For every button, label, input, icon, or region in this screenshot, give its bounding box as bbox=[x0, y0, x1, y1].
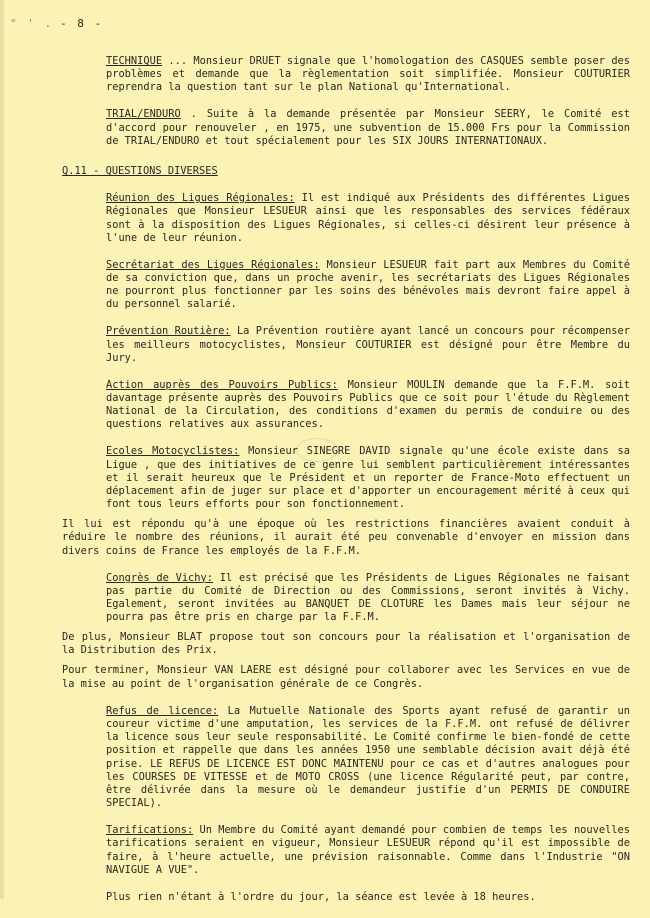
secretariat-title: Secrétariat des Ligues Régionales: bbox=[106, 258, 320, 271]
prevention-title: Prévention Routière: bbox=[106, 325, 231, 338]
tarifications-title: Tarifications: bbox=[106, 824, 194, 837]
paragraph-tarifications bbox=[62, 824, 630, 877]
reunion-title: Réunion des Ligues Régionales: bbox=[106, 192, 295, 205]
paragraph-refus bbox=[62, 705, 630, 811]
paragraph-vichy-vanlaere: Pour terminer, Monsieur VAN LAERE est désigné pour collaborer avec les Services en vue de la mise au point de l'organisation générale de ce Congrès. bbox=[62, 664, 630, 690]
prevention-text: La Prévention routière ayant lancé un concours pour récompenser les meilleurs motocyclistes, Monsieur COUTURIER est désigné pour être Membre du Jury. bbox=[106, 325, 630, 364]
margin-marks: ° ' . bbox=[10, 17, 54, 30]
vichy-title: Congrès de Vichy: bbox=[106, 571, 213, 584]
technique-text: ... Monsieur DRUET signale que l'homologation des CASQUES semble poser des problèmes et demande que la règlementation soit simplifiée. Monsieur COUTURIER reprendra la question tant sur le plan National qu'International. bbox=[106, 55, 630, 94]
ecoles-text: Monsieur SINEGRE DAVID signale qu'une école existe dans sa Ligue , que des initiatives de ce genre lui semblent particulièrement intéressantes et il serait heureux que le Président et un reporter de France-Moto effectuent un déplacement afin de juger sur place et d'apporter un encouragement mérité à ceux qui font tous leurs efforts pour son fonctionnement. bbox=[106, 445, 630, 511]
technique-title: TECHNIQUE bbox=[106, 55, 163, 67]
closing-line: Plus rien n'étant à l'ordre du jour, la séance est levée à 18 heures. bbox=[106, 890, 536, 903]
secretariat-text: Monsieur LESUEUR fait part aux Membres du Comité de sa conviction que, dans un proche avenir, les secrétariats des Ligues Régionales ne pourront plus fonctionner par les soins des bénévoles mais devront faire appel à du personnel salarié. bbox=[106, 258, 631, 311]
refus-text: La Mutuelle Nationale des Sports ayant refusé de garantir un coureur victime d'une amputation, les services de la F.F.M. ont refusé de délivrer la licence sous leur seule responsabilité. Le Comité confirme le bien-fondé de cette position et rappelle que dans les années 1950 une semblable décision avait déjà été prise. LE REFUS DE LICENCE EST DONC MAINTENU pour ce cas et d'autres analogues pour les COURSES DE VITESSE et de MOTO CROSS (une licence Régularité peut, par contre, être délivrée dans la mesure où le demandeur justifie d'un PERMIS DE CONDUIRE SPECIAL). bbox=[106, 704, 630, 810]
paragraph-reunion bbox=[62, 192, 630, 245]
ecoles-title: Ecoles Motocyclistes: bbox=[106, 445, 240, 458]
paragraph-action bbox=[62, 379, 630, 432]
refus-title: Refus de licence: bbox=[106, 704, 219, 717]
paragraph-ecoles bbox=[62, 445, 630, 511]
trial-title: TRIAL/ENDURO bbox=[106, 108, 181, 121]
paragraph-vichy bbox=[62, 572, 630, 625]
vichy-text: Il est précisé que les Présidents de Ligues Régionales ne faisant pas partie du Comité de Direction ou des Commissions, seront invités à Vichy. Egalement, seront invitées au BANQUET DE CLOTURE les Dames mais leur séjour ne pourra pas être pris en charge par la F.F.M. bbox=[106, 571, 630, 624]
paragraph-technique bbox=[62, 55, 630, 95]
action-title: Action auprès des Pouvoirs Publics: bbox=[106, 378, 338, 391]
page-edge bbox=[0, 0, 4, 899]
paragraph-prevention bbox=[62, 325, 630, 365]
trial-text: . Suite à la demande présentée par Monsieur SEERY, le Comité est d'accord pour renouveler , en 1975, une subvention de 15.000 Frs pour la Commission de TRIAL/ENDURO et tout spécialement pour les SIX JOURS INTERNATIONAUX. bbox=[106, 108, 630, 147]
page-number: - 8 - bbox=[60, 17, 104, 30]
paragraph-secretariat bbox=[62, 259, 630, 312]
paragraph-trial bbox=[62, 108, 630, 148]
tarifications-text: Un Membre du Comité ayant demandé pour combien de temps les nouvelles tarifications seraient en vigueur, Monsieur LESUEUR répond qu'il est impossible de faire, à l'heure actuelle, une prévision raisonnable. Comme dans l'Industrie "ON NAVIGUE A VUE". bbox=[106, 824, 630, 876]
action-text: Monsieur MOULIN demande que la F.F.M. soit davantage présente auprès des Pouvoirs Publics que ce soit pour l'étude du Règlement National de la Circulation, des conditions d'examen du permis de conduire ou des questions relatives aux assurances. bbox=[106, 378, 630, 431]
paragraph-ecoles-reply: Il lui est répondu qu'à une époque où les restrictions financières avaient conduit à réduire le nombre des réunions, il aurait été peu convenable d'envoyer en mission dans divers coins de France les employés de la F.F.M. bbox=[62, 518, 630, 557]
paragraph-vichy-blat: De plus, Monsieur BLAT propose tout son concours pour la réalisation et l'organisation de la Distribution des Prix. bbox=[62, 631, 630, 657]
document-body bbox=[62, 55, 630, 918]
reunion-text: Il est indiqué aux Présidents des différentes Ligues Régionales que Monsieur LESUEUR ainsi que les responsables des services fédéraux sont à la disposition des Ligues Régionales, si celles-ci désirent leur présence à l'une de leur réunion. bbox=[106, 192, 630, 244]
section-heading: Q.11 - QUESTIONS DIVERSES bbox=[62, 165, 218, 178]
